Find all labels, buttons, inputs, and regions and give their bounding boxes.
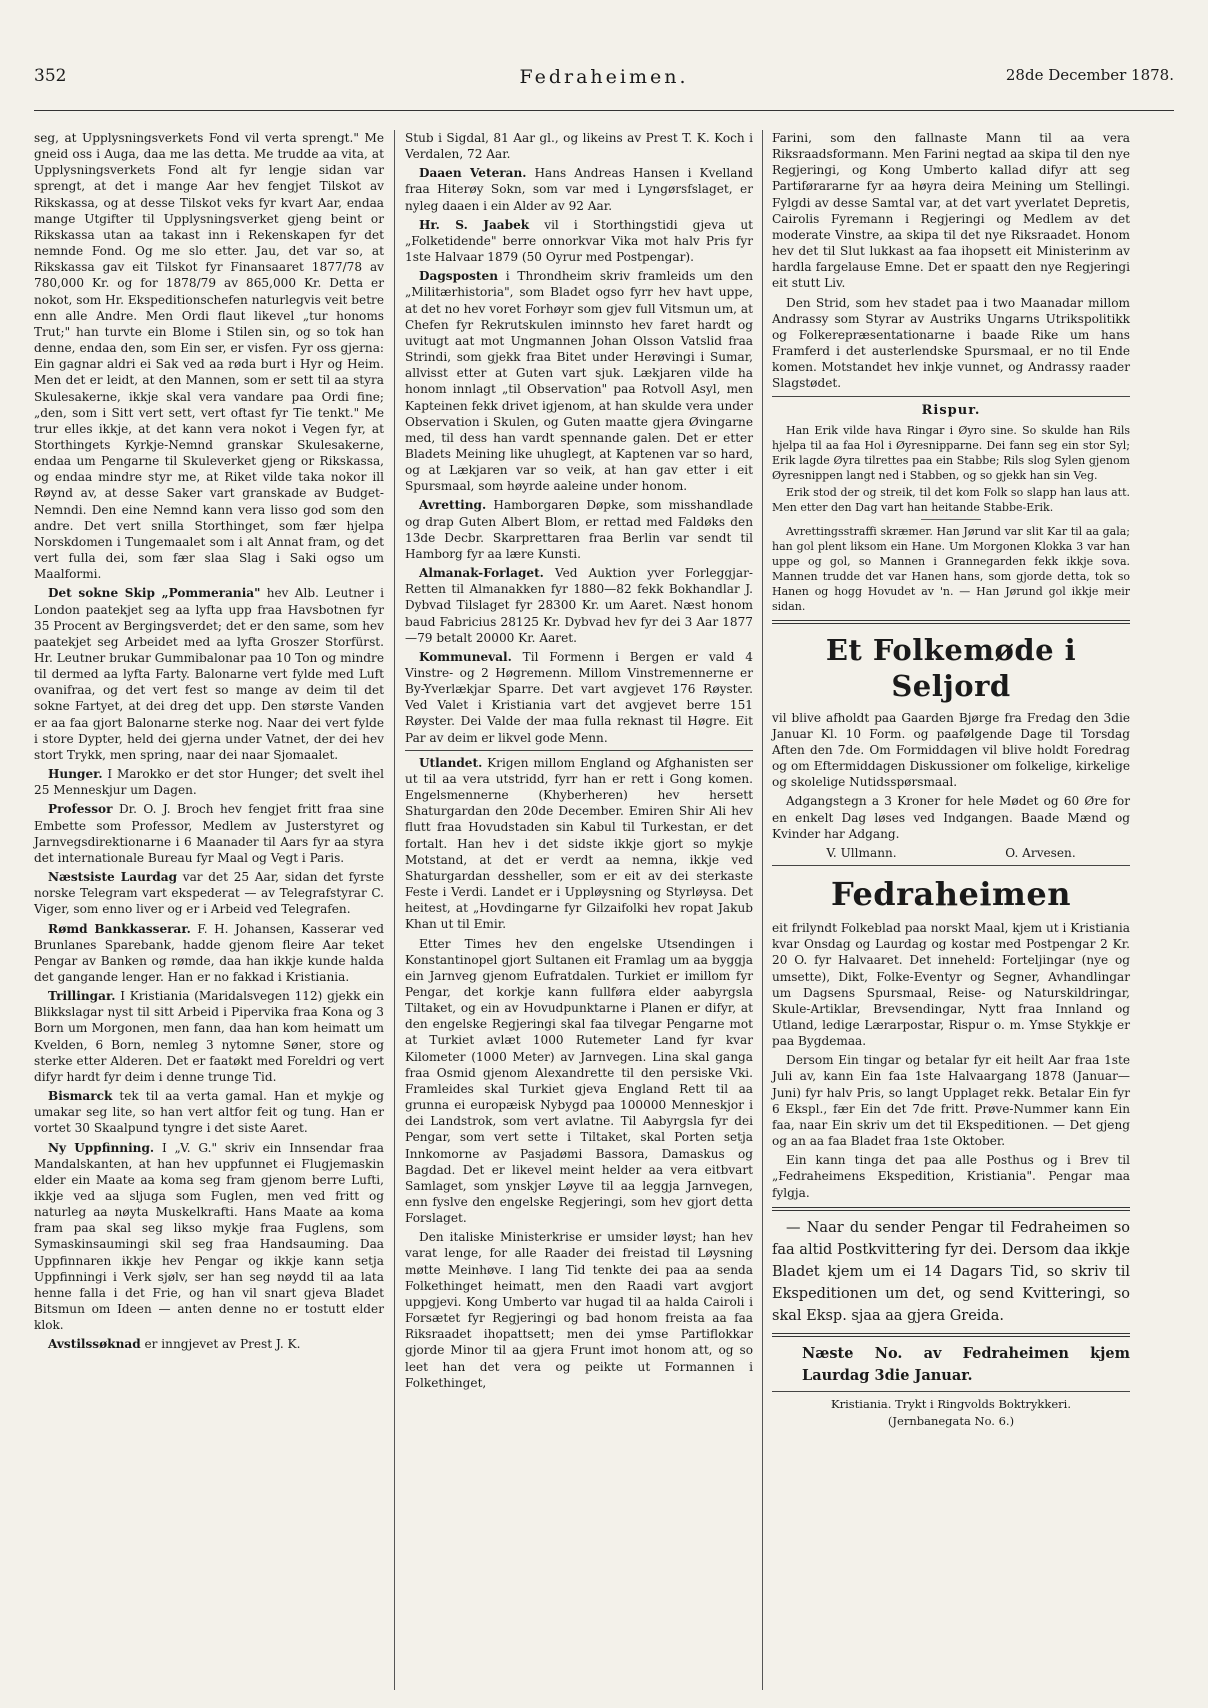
article-body: F. H. Johansen, Kasserar ved Brunlanes Sparebank, hadde gjenom fleire Aar teket Pengar av Banken og rømde, daa han ikkje kunde halda det gangande lenger. Han er no fakkad i Kristiania.	[34, 921, 384, 984]
article-body: I „V. G." skriv ein Innsendar fraa Mandalskanten, at han hev uppfunnet ei Flugjemaskin elder ein Maate aa koma seg fram gjenom berre Lufti, ikkje ved aa sljuga som Fuglen, men ved fritt og naturleg aa nøyta Muskelkrafti. Hans Maate aa koma fram paa skal seg likso mykje fraa Fuglens, som Symaskinsaumingi skil seg fraa Handsauming. Daa Uppfinnaren ikkje hev Pengar og ikkje kann setja Uppfinningi i Verk sjølv, ser han seg nøydd til aa lata henne falla i det Frie, og han vil snart gjeva Bladet Bitsmun om Ideen — anten denne no er tostutt elder klok.	[34, 1140, 384, 1333]
short-rule	[921, 519, 981, 520]
article-paragraph	[34, 1088, 384, 1136]
article-paragraph: Den Strid, som hev stadet paa i two Maanadar millom Andrassy som Styrar av Austriks Ungarns Utrikspolitikk og Folkerepræsentationarne i baade Rike um hans Framferd i det austerlendske Spursmaal, er no til Ende komen. Motstandet hev inkje vunnet, og Andrassy raader Slagstødet.	[772, 295, 1130, 391]
article-paragraph	[405, 497, 753, 562]
section-rule	[772, 1391, 1130, 1392]
article-paragraph	[405, 565, 753, 646]
article-headline: Bismarck	[48, 1089, 113, 1104]
article-paragraph	[34, 1140, 384, 1334]
section-rule	[772, 620, 1130, 624]
article-paragraph	[405, 649, 753, 746]
article-headline: Hunger.	[48, 767, 103, 782]
article-headline: Ny Uppfinning.	[48, 1140, 155, 1155]
article-body: Hamborgaren Døpke, som misshandlade og drap Guten Albert Blom, er rettad med Faldøks den 13de Decbr. Skarprettaren fraa Berlin var sendt til Hamborg fyr aa lære Kunsti.	[405, 498, 753, 561]
article-body: Dr. O. J. Broch hev fengjet fritt fraa sine Embette som Professor, Medlem av Justerstyret og Jarnvegsdirektionarne i 6 Maanader til Aars fyr aa styra det internationale Bureau fyr Maal og Vegt i Paris.	[34, 802, 384, 865]
imprint-line: (Jernbanegata No. 6.)	[887, 1413, 1015, 1428]
article-paragraph: Stub i Sigdal, 81 Aar gl., og likeins av Prest T. K. Koch i Verdalen, 72 Aar.	[405, 131, 753, 162]
header-rule	[34, 110, 1174, 111]
article-body: tek til aa verta gamal. Han et mykje og umakar seg lite, so han vert altfor feit og tung. Han er vortet 30 Skaalpund tyngre i det siste Aaret.	[34, 1089, 384, 1136]
anecdote-paragraph: Erik stod der og streik, til det kom Folk so slapp han laus att. Men etter den Dag vart han heitande Stabbe-Erik.	[772, 485, 1130, 514]
article-body: I Marokko er det stor Hunger; det svelt ihel 25 Menneskjur um Dagen.	[34, 767, 384, 798]
column-1	[34, 130, 384, 1685]
article-headline: Det sokne Skip „Pommerania"	[48, 586, 261, 601]
article-headline: Professor	[48, 802, 113, 817]
section-title: Rispur.	[921, 402, 981, 418]
advertisement-body: Adgangstegn a 3 Kroner for hele Mødet og 60 Øre for en enkelt Dag løses ved Indgangen. Baade Mænd og Kvinder har Adgang.	[772, 794, 1130, 841]
article-headline: Rømd Bankkasserar.	[48, 921, 191, 936]
article-body: vil i Storthingstidi gjeva ut „Folketidende" berre onnorkvar Vika mot halv Pris fyr 1ste Halvaar 1879 (50 Oyrur med Postpengar).	[405, 217, 753, 265]
column-divider	[394, 130, 395, 1690]
article-paragraph: Farini, som den fallnaste Mann til aa vera Riksraadsformann. Men Farini negtad aa skipa til den nye Regjeringi, og Kong Umberto kallad difyr att seg Partiførararne fyr aa høyra deira Meining um Stellingi. Fylgdi av desse Samtal var, at det vart yverlatet Depretis, Cairolis Fyremann i Regjeringi og Medlem av det moderate Vinstre, aa skipa til det nye Riksraadet. Honom hev det til Slut lukkast aa faa ihopsett eit Ministerinm av hardla fargelause Emne. Det er spaatt den nye Regjeringi eit stutt Liv.	[772, 131, 1130, 291]
article-paragraph	[34, 869, 384, 917]
article-paragraph: Etter Times hev den engelske Utsendingen i Konstantinopel gjort Sultanen eit Framlag um aa byggja ein Jarnveg gjenom Eufratdalen. Turkiet er imillom fyr Pengar, det korkje kann fullføra elder aabyrgsla Tiltaket, og ein av Hovudpunktarne i Planen er difyr, at den engelske Regjeringi skal faa tilvegar Pengarne mot at Turkiet avlæt 1000 Rutemeter Land fyr kvar Kilometer (1000 Meter) av Jarnvegen. Lina skal ganga fraa Osmid gjenom Alexandrette til den persiske Vki. Framleides skal Turkiet gjeva England Rett til aa grunna ei europæisk Nybygd paa 100000 Menneskjor i dei Landstrok, som vert avlatne. Til Aabyrgsla fyr dei Pengar, som vert sette i Tiltaket, skal Porten setja Innkomorne av Pasjadømi Bassora, Damaskus og Bagdad. Det er likevel meint helder aa vera eitbvart Samlaget, som ynskjer Løyve til aa leggja Jarnvegen, enn fyslve den engelske Regjeringi, som hev gjort detta Forslaget.	[405, 936, 753, 1226]
imprint-line: Kristiania. Trykt i Ringvolds Boktrykkeri.	[831, 1396, 1071, 1411]
article-paragraph	[34, 801, 384, 866]
section-rule	[772, 1333, 1130, 1337]
advertisement-title: Fedraheimen	[830, 875, 1072, 914]
article-paragraph	[34, 988, 384, 1085]
article-body: Krigen millom England og Afghanisten ser ut til aa vera utstridd, fyrr han er rett i Gong komen. Engelsmennerne (Khyberheren) hev hersett Shaturgardan den 20de December. Emiren Shir Ali hev flutt fraa Hovudstaden sin Kabul til Turkestan, er det fortalt. Han hev i det sidste ikkje gjort so mykje Motstand, at det er verdt aa nemna, ikkje ved Shaturgardan dessheller, som er eit av dei sterkaste Feste i Verdi. Landet er i Uppløysning og Styrløysa. Det heitest, at „Hovdingarne fyr Gilzaifolki hev ropat Jakub Khan ut til Emir.	[405, 755, 753, 932]
column-3	[772, 130, 1130, 1685]
anecdote-paragraph: Avrettingsstraffi skræmer. Han Jørund var slit Kar til aa gala; han gol plent liksom ein Hane. Um Morgonen Klokka 3 var han uppe og gol, so Mannen i Grannegarden fekk ikkje sova. Mannen trudde det var Hanen hans, som gjorde detta, tok so Hanen og hogg Hovudet av 'n. — Han Jørund gol ikkje meir sidan.	[772, 524, 1130, 613]
section-rule	[772, 865, 1130, 866]
anecdote-paragraph: Han Erik vilde hava Ringar i Øyro sine. So skulde han Rils hjelpa til aa faa Hol i Øyresnipparne. Dei fann seg ein stor Syl; Erik lagde Øyra tilrettes paa ein Stabbe; Rils slog Sylen gjenom Øyresnippen langt ned i Stabben, og so gjekk han sin Veg.	[772, 423, 1130, 482]
advertisement-body: Dersom Ein tingar og betalar fyr eit heilt Aar fraa 1ste Juli av, kann Ein faa 1ste Halvaargang 1878 (Januar—Juni) fyr halv Pris, so langt Upplaget rekk. Betalar Ein fyr 6 Ekspl., fær Ein det 7de fritt. Prøve-Nummer kann Ein faa, naar Ein skriv um det til Ekspeditionen. — Det gjeng og an aa faa Bladet fraa 1ste Oktober.	[772, 1053, 1130, 1149]
advertisement-title: Et Folkemøde i Seljord	[825, 632, 1077, 703]
article-paragraph	[34, 585, 384, 763]
article-headline: Kommuneval.	[419, 649, 512, 664]
column-divider	[762, 130, 763, 1690]
article-headline: Næstsiste Laurdag	[48, 870, 178, 885]
article-body: Ved Auktion yver Forleggjar-Retten til Almanakken fyr 1880—82 fekk Bokhandlar J. Dybvad Tilslaget fyr 28300 Kr. um Aaret. Næst honom baud Fabricius 28125 Kr. Dybvad hev fyr dei 3 Aar 1877—79 betalt 20000 Kr. Aaret.	[405, 566, 753, 645]
article-body: hev Alb. Leutner i London paatekjet seg aa lyfta upp fraa Havsbotnen fyr 35 Procent av Bergingsverdet; det er den same, som hev paatekjet seg Arbeidet med aa lyfta Groszer Storfürst. Hr. Leutner brukar Gummibalonar paa 10 Ton og mindre til dermed aa lyfta Farty. Balonarne vert fylde med Luft ovanifraa, og det vert fest so mange av deim til det sokne Fartyet, at dei dreg det upp. Den største Vanden er aa faa gjort Balonarne sterke nog. Naar dei vert fylde i store Dypter, held dei gjerna under Vatnet, der dei hev stort Trykk, men spring, naar dei naar Sjomaalet.	[34, 586, 384, 762]
article-headline: Dagsposten	[419, 269, 498, 284]
article-body: i Throndheim skriv framleids um den „Militærhistoria", som Bladet ogso fyrr hev havt uppe, at det no hev voret Forhøyr som gjev full Vitsmun um, at Chefen fyr Rekrutskulen iminnsto hev faret hardt og uvitugt aat mot Ungmannen Johan Olsson Vatslid fraa Strindi, som gjekk fraa Bitet under Herøvingi i Sumar, allvisst etter at Guten vart sjuk. Lækjaren vilde ha honom innlagt „til Observation" paa Rotvoll Asyl, men Kapteinen fekk drivet igjenom, at han skulde vera under Observation i Skulen, og Guten maatte gjera Øvingarne med, til dess han vardt spennande galen. Det er etter Bladets Meining like uhuglegt, at Kaptenen var so hard, og at Lækjaren var so veik, at han gav etter i eit Spursmaal, som høyrde aaleine under honom.	[405, 269, 753, 494]
imprint	[772, 1396, 1130, 1430]
article-body: I Kristiania (Maridalsvegen 112) gjekk ein Blikkslagar nyst til sitt Arbeid i Pipervika fraa Kona og 3 Born um Morgonen, men fann, daa han kom heimatt um Kvelden, 6 Born, nemleg 3 nytomne Søner, store og sterke etter Alderen. Det er faatøkt med Foreldri og vert difyr hardt fyr deim i denne trunge Tid.	[34, 989, 384, 1084]
next-issue-notice: Næste No. av Fedraheimen kjem Laurdag 3die Januar.	[802, 1344, 1130, 1384]
article-headline: Avretting.	[419, 498, 487, 513]
article-body: Hans Andreas Hansen i Kvelland fraa Hiterøy Sokn, som var med i Lyngørsfslaget, er nyleg daaen i ein Alder av 92 Aar.	[405, 166, 753, 213]
page-header	[34, 66, 1174, 92]
article-paragraph	[405, 165, 753, 213]
article-paragraph	[34, 1336, 384, 1352]
masthead-title: Fedraheimen.	[519, 66, 689, 88]
article-headline: Avstilssøknad	[48, 1337, 141, 1352]
article-headline: Trillingar.	[48, 989, 116, 1004]
section-rule	[405, 750, 753, 751]
article-paragraph	[34, 766, 384, 798]
page-number: 352	[34, 66, 67, 86]
article-paragraph: Den italiske Ministerkrise er umsider løyst; han hev varat lenge, for alle Raader dei freistad til Løysning møtte Meinhøve. I lang Tid tenkte dei paa aa senda Folkethinget heimatt, men den Raadi vart avgjort uppgjevi. Kong Umberto var hugad til aa halda Cairoli i Forsætet fyr Regjeringi og bad honom freista aa faa Riksraadet ihopattsett; men dei ymse Partiflokkar gjorde Minor til aa gjera Frunt imot honom att, og so leet han det vera og peikte ut Formannen i Folkethinget,	[405, 1230, 753, 1390]
signature: O. Arvesen.	[1005, 845, 1076, 860]
advertisement-body: Ein kann tinga det paa alle Posthus og i Brev til „Fedraheimens Ekspedition, Kristiania". Pengar maa fylgja.	[772, 1153, 1130, 1200]
advertisement-signatures	[772, 845, 1130, 861]
advertisement-body: vil blive afholdt paa Gaarden Bjørge fra Fredag den 3die Januar Kl. 10 Form. og paafølgende Dage til Torsdag Aften den 7de. Om Formiddagen vil blive holdt Foredrag og om Eftermiddagen Diskussioner om folkelige, kirkelige og skolelige Nutidsspørsmaal.	[772, 710, 1130, 790]
signature: V. Ullmann.	[826, 845, 897, 860]
article-headline: Hr. S. Jaabek	[419, 217, 530, 232]
article-headline: Daaen Veteran.	[419, 166, 527, 181]
article-paragraph: seg, at Upplysningsverkets Fond vil verta sprengt." Me gneid oss i Auga, daa me las detta. Me trudde aa vita, at Upplysningsverkets Fond alt fyr lengje sidan var sprengt, at det i mange Aar hev fengjet Tilskot av Rikskassa, og at desse Tilskot veks fyr kvart Aar, endaa mange Utgifter til Upplysningsverket gjeng beint or Rikskassa utan aa takast inn i Rekenskapen fyr det nemnde Fond. Og me slo etter. Jau, det var so, at Rikskassa gav eit Tilskot fyr Finansaaret 1877/78 av 780,000 Kr. og for 1878/79 av 865,000 Kr. Detta er nokot, som Hr. Ekspeditionschefen naturlegvis veit betre enn alle Andre. Men Ordi flaut likevel „tur honoms Trut;" han turvte ein Blome i Stilen sin, og so tok han denne, endaa den, som Ein ser, er visfen. Fyr oss gjerna: Ein gagnar aldri ei Sak ved aa røda burt i Hyr og Heim. Men det er leidt, at den Mannen, som er sett til aa styra Skulesakerne, ikkje skal vera vandare paa Ordi fine; „den, som i Sitt vert sett, vert oftast fyr Tie tenkt." Me trur elles ikkje, at det kann vera nokot i Vegen fyr, at Storthingets Kyrkje-Nemnd granskar Skulesakerne, endaa um Pengarne til Skuleverket gjeng or Rikskassa, og endaa mindre styr me, at Riket vilde taka nokor ill Røynd av, at desse Saker vart granskade av Budget-Nemndi. Den eine Nemnd kann vera lisso god som den andre. Det vert snilla Storthinget, som fær hjelpa Norskdomen i Tungemaalet som i alt Annat fram, og det vert fulla dei, som fær slaa Slag i Saki ogso um Maalformi.	[34, 131, 384, 582]
section-rule	[772, 1207, 1130, 1211]
advertisement-body: eit frilyndt Folkeblad paa norskt Maal, kjem ut i Kristiania kvar Onsdag og Laurdag og kostar med Postpengar 2 Kr. 20 O. fyr Halvaaret. Det inneheld: Forteljingar (nye og umsette), Dikt, Folke-Eventyr og Segner, Avhandlingar um Dagsens Spursmaal, Reise- og Naturskildringar, Skule-Artiklar, Brevsendingar, Nytt fraa Innland og Utland, ledige Lærarpostar, Rispur o. m. Ymse Stykkje er paa Bygdemaa.	[772, 921, 1130, 1049]
article-paragraph	[405, 217, 753, 265]
notice-body: — Naar du sender Pengar til Fedraheimen so faa altid Postkvittering fyr dei. Dersom daa ikkje Bladet kjem um ei 14 Dagars Tid, so skriv til Ekspeditionen um det, og send Kvitteringi, so skal Eksp. sjaa aa gjera Greida.	[772, 1219, 1130, 1324]
payment-notice	[772, 1217, 1130, 1327]
anecdotes	[772, 423, 1130, 614]
article-paragraph	[405, 268, 753, 494]
issue-date: 28de December 1878.	[1005, 66, 1174, 84]
article-body: er inngjevet av Prest J. K.	[144, 1337, 301, 1352]
article-body: Til Formenn i Bergen er vald 4 Vinstre- og 2 Høgremenn. Millom Vinstremennerne er By-Yverlækjar Sparre. Det vart avgjevet 176 Røyster. Ved Valet i Kristiania vart det avgjevet berre 151 Røyster. Dei Valde der maa fulla reknast til Høgre. Eit Par av deim er likvel gode Menn.	[405, 649, 753, 745]
article-paragraph	[34, 921, 384, 986]
article-headline: Utlandet.	[419, 755, 483, 770]
article-paragraph	[405, 755, 753, 933]
column-2	[405, 130, 753, 1685]
article-body: var det 25 Aar, sidan det fyrste norske Telegram vart ekspederat — av Telegrafstyrar C. Viger, som enno liver og er i Arbeid ved Telegrafen.	[34, 870, 384, 917]
article-headline: Almanak-Forlaget.	[419, 566, 544, 581]
section-rule	[772, 396, 1130, 397]
